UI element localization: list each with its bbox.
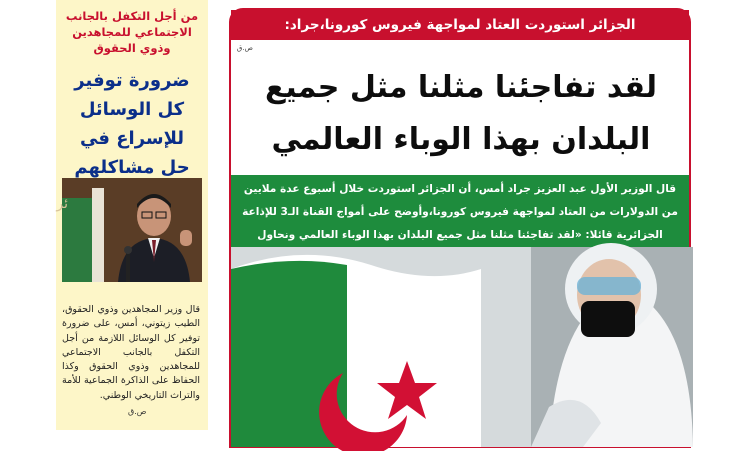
sidebar-signature: ص.ق <box>128 407 147 416</box>
main-photo <box>231 247 689 447</box>
main-lead-paragraph: قال الوزير الأول عبد العزيز جراد أمس، أن الجزائر استوردت خلال أسبوع عدة ملايين من الدولارات من العتاد لمواجهة فيروس كورونا،وأوضح على أمواج القناة الـ3 للإذاعة الجزائرية قائلا: «لقد تفاجئنا مثلنا مثل جميع البلدان بهذا الوباء العالمي ونحاول <box>231 175 689 247</box>
main-kicker-bar: الجزائر استوردت العتاد لمواجهة فيروس كورونا،جراد: <box>231 10 689 40</box>
flag-and-medic-illustration <box>231 247 693 447</box>
sidebar-article <box>56 0 208 430</box>
sidebar-body-text: قال وزير المجاهدين وذوي الحقوق، الطيب زيتوني، أمس، على ضرورة توفير كل الوسائل اللازمة من أجل التكفل بالجانب الاجتماعي للمجاهدين وذوي الحقوق وكذا الحفاظ على الذاكرة الجماعية للأمة والتراث التاريخي الوطني. <box>62 304 200 401</box>
sidebar-headline: ضرورة توفير كل الوسائل للإسراع في حل مشاكلهم <box>74 70 190 178</box>
headline-line-1: لقد تفاجئنا مثلنا مثل جميع <box>264 70 658 105</box>
main-article <box>229 8 691 448</box>
main-headline <box>239 62 683 166</box>
main-byline: ص.ق <box>236 44 253 52</box>
svg-text:ئر: ئر <box>56 196 68 212</box>
sidebar-kicker: من أجل التكفل بالجانب الاجتماعي للمجاهدين وذوي الحقوق <box>65 9 199 55</box>
headline-line-2: البلدان بهذا الوباء العالمي <box>271 122 651 157</box>
sidebar-photo <box>56 178 202 282</box>
minister-photo-illustration <box>56 178 202 282</box>
